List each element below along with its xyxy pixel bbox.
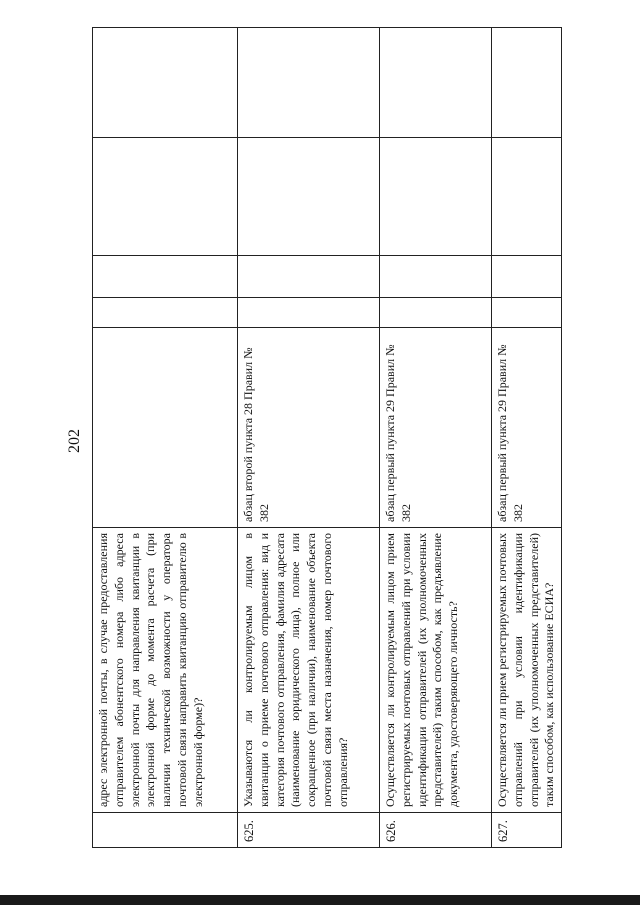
rotated-document [56,28,561,848]
answer-cell [238,138,380,256]
row-number [93,813,238,848]
row-number: 625. [238,813,380,848]
answer-cell [380,28,492,138]
answer-cell [93,256,238,298]
scan-border [0,895,640,905]
table-row [380,28,492,848]
table-row [93,28,238,848]
answer-cell [238,298,380,328]
answer-cell [492,28,562,138]
table-row [238,28,380,848]
answer-cell [93,28,238,138]
question-cell: Указываются ли контролируемым лицом в квитанции о приеме почтового отправления: вид и категория почтового отправления, фамилия адресата (наименование юридического лица), полное или сокращенное (при наличии), наименование объекта почтовой связи места назначения, номер почтового отправления? [238,528,380,813]
answer-cell [238,256,380,298]
table-row [492,28,562,848]
answer-cell [380,138,492,256]
answer-cell [492,138,562,256]
question-cell: адрес электронной почты, в случае предоставления отправителем абонентского номера либо адреса электронной почты для направления квитанции в электронной форме до момента расчета (при наличии технической возможности у оператора почтовой связи направить квитанцию отправителю в электронной форме)? [93,528,238,813]
answer-cell [238,28,380,138]
answer-cell [380,298,492,328]
question-cell: Осуществляется ли контролируемым лицом прием регистрируемых почтовых отправлений при условии идентификации отправителей (их уполномоченных представителей) таким способом, как предъявление документа, удостоверяющего личность? [380,528,492,813]
answer-cell [93,138,238,256]
checklist-table [92,27,562,848]
reference-cell: абзац первый пункта 29 Правил № 382 [492,328,562,528]
row-number: 626. [380,813,492,848]
row-number: 627. [492,813,562,848]
question-cell: Осуществляется ли прием регистрируемых почтовых отправлений при условии идентификации отправителей (их уполномоченных представителей) таким способом, как использование ЕСИА? [492,528,562,813]
page-number: 202 [66,429,83,453]
reference-cell: абзац первый пункта 29 Правил № 382 [380,328,492,528]
answer-cell [93,298,238,328]
answer-cell [492,256,562,298]
reference-cell: абзац второй пункта 28 Правил № 382 [238,328,380,528]
answer-cell [492,298,562,328]
reference-cell [93,328,238,528]
answer-cell [380,256,492,298]
